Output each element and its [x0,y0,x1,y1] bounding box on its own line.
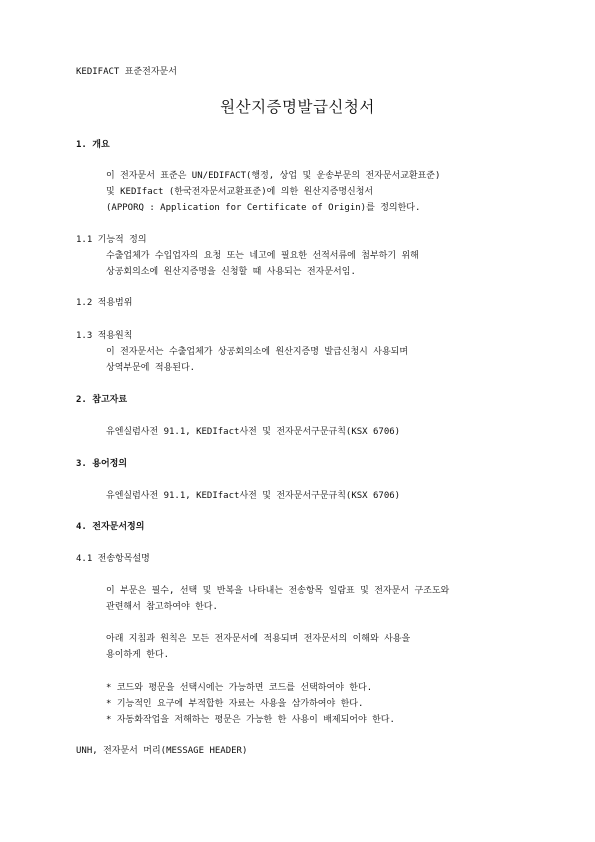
document-title: 원산지증명발급신청서 [220,98,375,116]
guideline-bullet-2: * 기능적인 요구에 부적합한 자료는 사용을 삼가하여야 한다. [106,699,364,709]
section-heading-transmission-items: 4.1 전송항목설명 [76,554,150,564]
functional-definition-line-2: 상공회의소에 원산지증명을 신청할 때 사용되는 전자문서임. [106,267,356,277]
section-heading-document-definition: 4. 전자문서정의 [76,522,145,532]
doc-type-header: KEDIFACT 표준전자문서 [76,67,177,77]
unh-message-header-line: UNH, 전자문서 머리(MESSAGE HEADER) [76,746,248,756]
section-heading-references: 2. 참고자료 [76,395,128,405]
guideline-bullet-1: * 코드와 평문을 선택시에는 가능하면 코드를 선택하여야 한다. [106,683,373,693]
functional-definition-line-1: 수출업체가 수입업자의 요청 또는 네고에 필요한 선적서류에 첨부하기 위해 [106,251,419,261]
section-heading-scope: 1.2 적용범위 [76,298,133,308]
transmission-para2-line-2: 용이하게 한다. [106,650,170,660]
principles-line-1: 이 전자문서는 수출업체가 상공회의소에 원산지증명 발급신청시 사용되며 [106,347,409,357]
section-heading-overview: 1. 개요 [76,140,110,150]
overview-line-2: 및 KEDIfact (한국전자문서교환표준)에 의한 원산지증명신청서 [106,187,374,197]
guideline-bullet-3: * 자동화작업을 저해하는 평문은 가능한 한 사용이 배제되어야 한다. [106,715,395,725]
principles-line-2: 상역부문에 적용된다. [106,363,196,373]
overview-line-1: 이 전자문서 표준은 UN/EDIFACT(행정, 상업 및 운송부문의 전자문서교환표준) [106,171,441,181]
section-heading-functional-definition: 1.1 기능적 정의 [76,235,147,245]
transmission-para2-line-1: 아래 지침과 원칙은 모든 전자문서에 적용되며 전자문서의 이해와 사용을 [106,634,411,644]
section-heading-terms: 3. 용어정의 [76,459,128,469]
transmission-para1-line-2: 관련해서 참고하여야 한다. [106,602,218,612]
overview-line-3: (APPORQ : Application for Certificate of Origin)를 정의한다. [106,203,421,213]
transmission-para1-line-1: 이 부문은 필수, 선택 및 반복을 나타내는 전송항목 일람표 및 전자문서 구조도와 [106,586,450,596]
terms-line: 유엔실럼사전 91.1, KEDIfact사전 및 전자문서구문규칙(KSX 6706) [106,491,401,501]
references-line: 유엔실럼사전 91.1, KEDIfact사전 및 전자문서구문규칙(KSX 6706) [106,427,401,437]
section-heading-principles: 1.3 적용원칙 [76,331,133,341]
